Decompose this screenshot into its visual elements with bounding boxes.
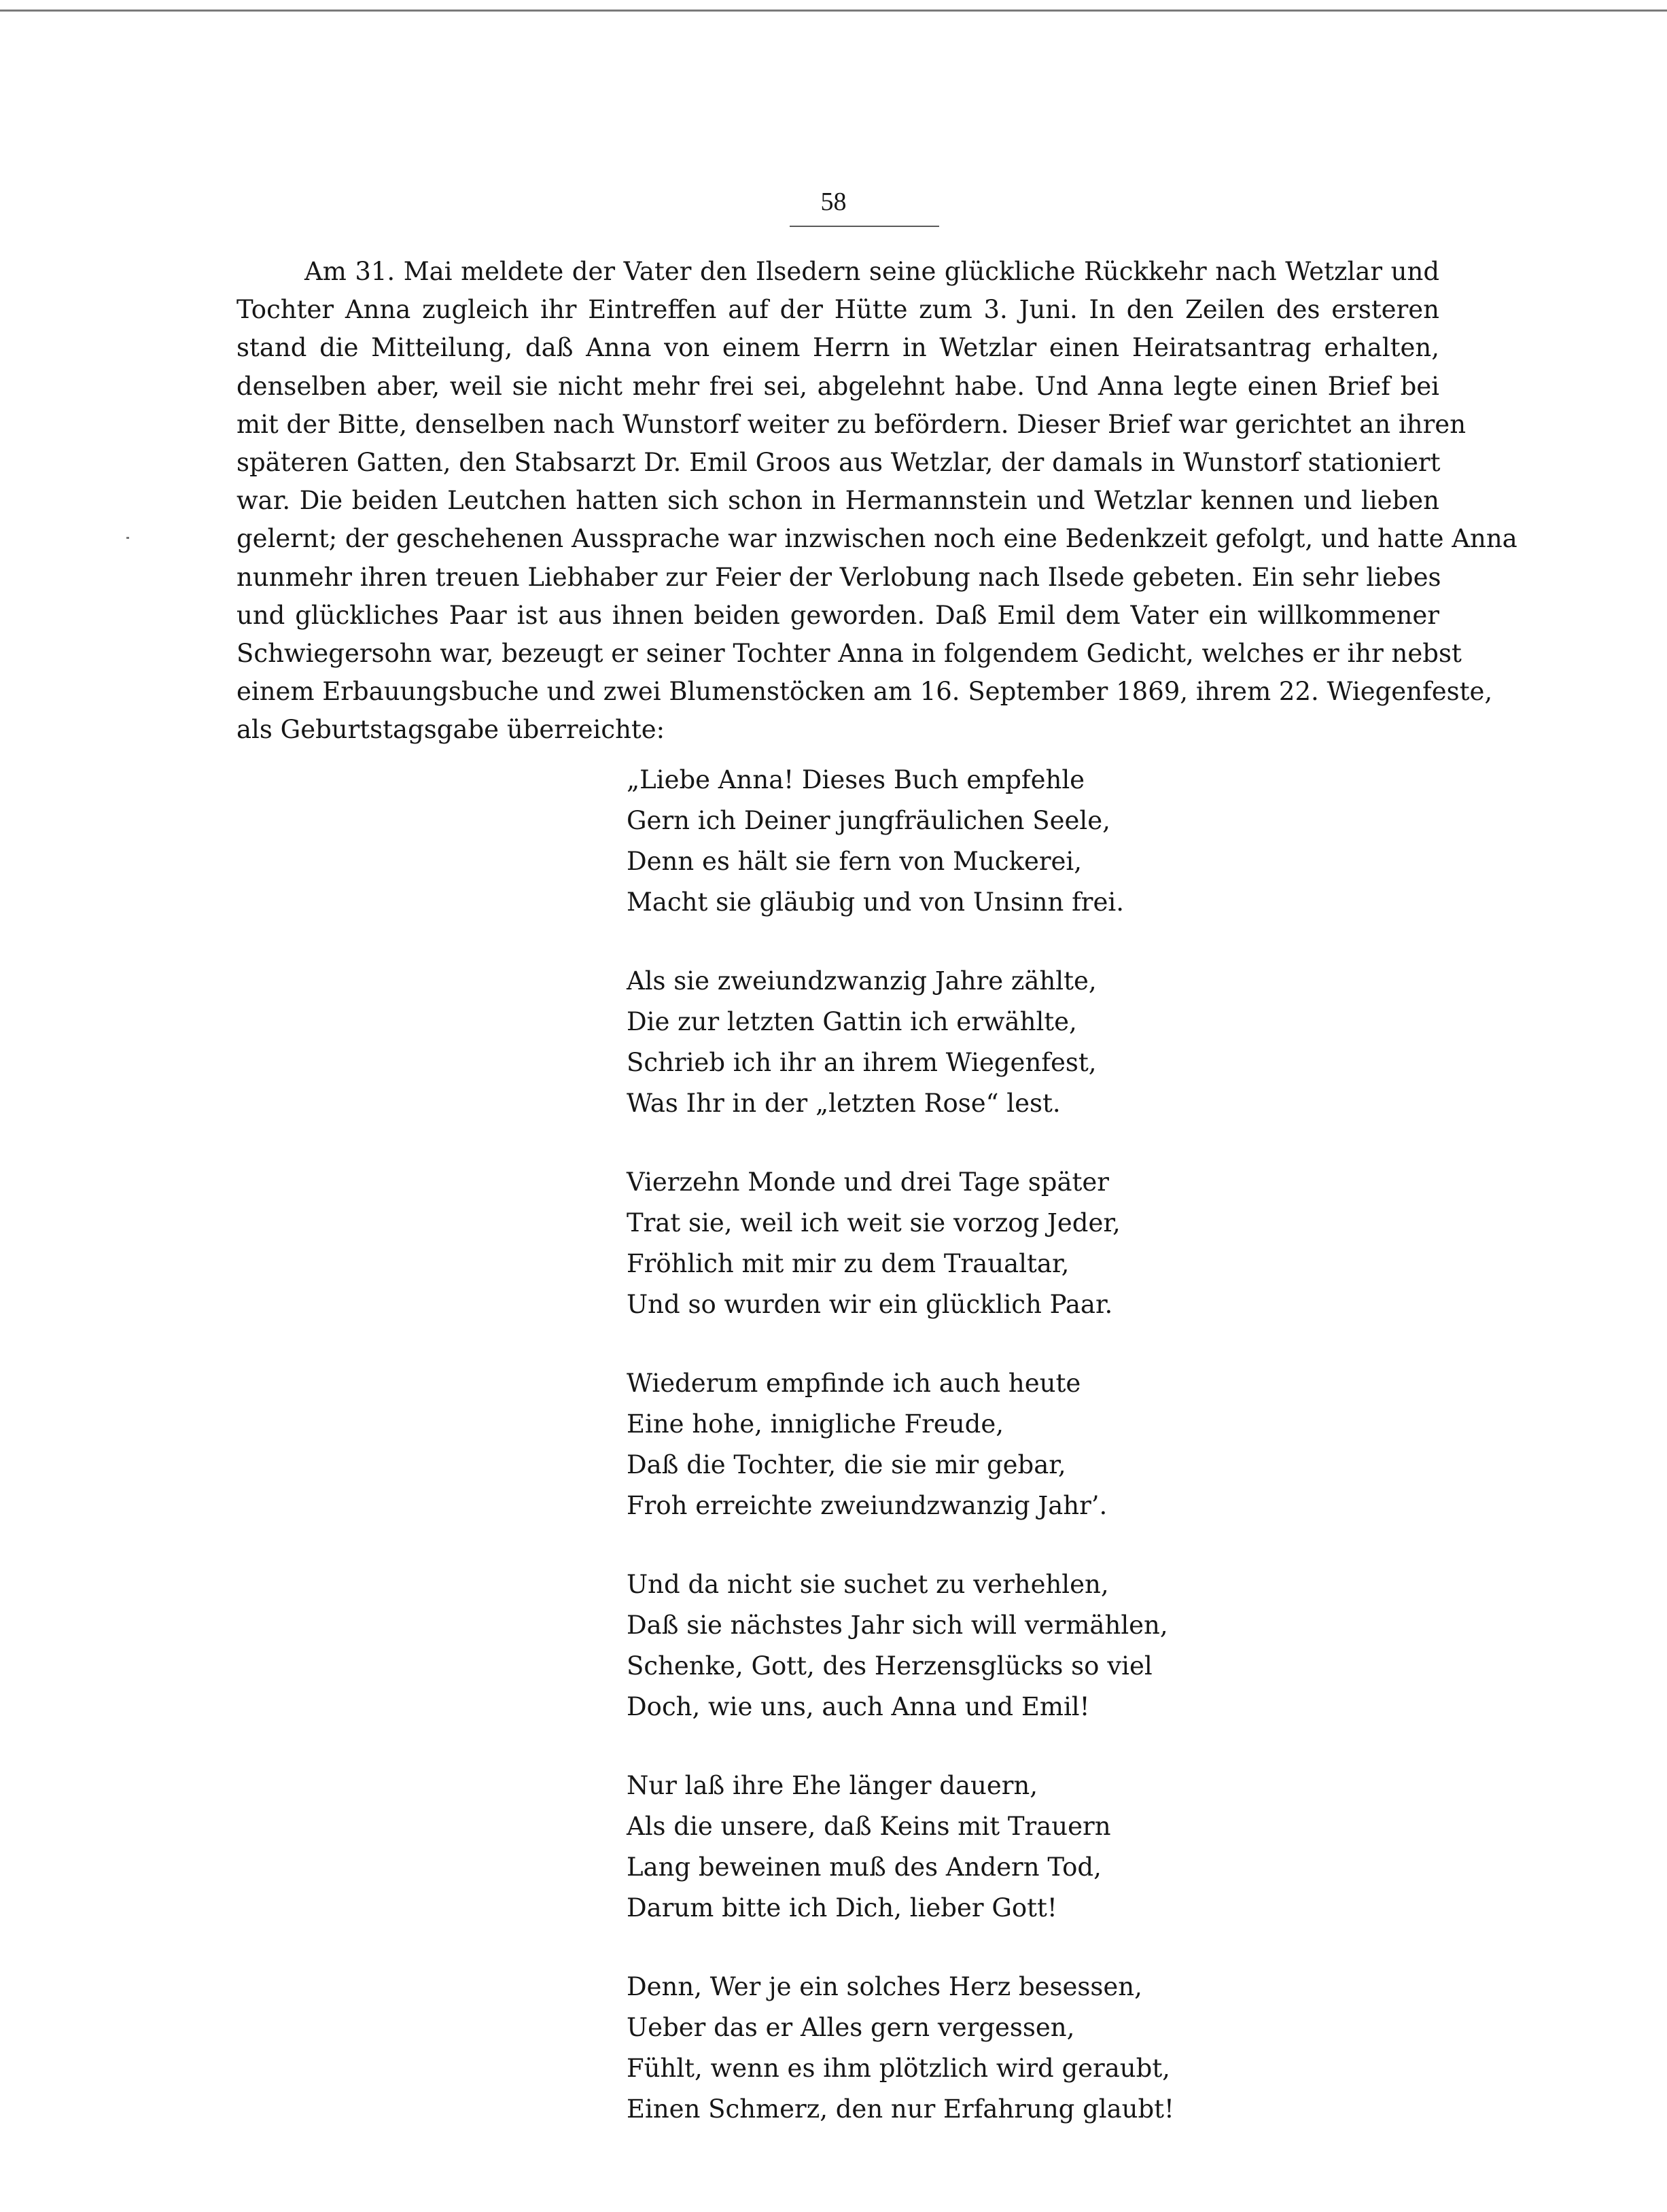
- poem-verse: Fröhlich mit mir zu dem Traualtar,: [627, 1249, 1070, 1278]
- poem-verse: Und da nicht sie suchet zu verhehlen,: [627, 1570, 1109, 1599]
- paragraph-line: denselben aber, weil sie nicht mehr frei sei, abgelehnt habe. Und Anna legte einen Brief bei: [236, 371, 1439, 401]
- body-paragraph: [236, 253, 1517, 749]
- poem-verse: „Liebe Anna! Dieses Buch empfehle: [627, 765, 1085, 794]
- poem-verse: Vierzehn Monde und drei Tage später: [627, 1168, 1109, 1197]
- paragraph-line: und glückliches Paar ist aus ihnen beiden geworden. Daß Emil dem Vater ein willkommener: [236, 600, 1439, 630]
- poem-verse: Doch, wie uns, auch Anna und Emil!: [627, 1692, 1090, 1721]
- paragraph-line: Am 31. Mai meldete der Vater den Ilsedern seine glückliche Rückkehr nach Wetzlar und: [304, 257, 1439, 286]
- paragraph-line: mit der Bitte, denselben nach Wunstorf weiter zu befördern. Dieser Brief war gerichtet an ihren: [236, 409, 1467, 439]
- poem-stanza: [627, 760, 1510, 923]
- poem-stanza: [627, 1564, 1510, 1727]
- top-edge-rule: [0, 10, 1667, 12]
- poem-verse: Darum bitte ich Dich, lieber Gott!: [627, 1893, 1057, 1923]
- scan-speck: [126, 537, 129, 539]
- poem-verse: Wiederum empfinde ich auch heute: [627, 1369, 1081, 1398]
- paragraph-line: war. Die beiden Leutchen hatten sich schon in Hermannstein und Wetzlar kennen und lieben: [236, 486, 1439, 516]
- page-number-rule: [790, 226, 939, 227]
- paragraph-line: stand die Mitteilung, daß Anna von einem Herrn in Wetzlar einen Heiratsantrag erhalten,: [236, 333, 1439, 363]
- poem-stanza: [627, 1766, 1510, 1929]
- paragraph-line: als Geburtstagsgabe überreichte:: [236, 715, 665, 745]
- poem-verse: Lang beweinen muß des Andern Tod,: [627, 1853, 1102, 1882]
- poem-verse: Und so wurden wir ein glücklich Paar.: [627, 1290, 1113, 1319]
- poem-verse: Trat sie, weil ich weit sie vorzog Jeder,: [627, 1208, 1121, 1237]
- paragraph-line: späteren Gatten, den Stabsarzt Dr. Emil Groos aus Wetzlar, der damals in Wunstorf stationiert: [236, 447, 1441, 477]
- paragraph-line: einem Erbauungsbuche und zwei Blumenstöcken am 16. September 1869, ihrem 22. Wiegenfeste,: [236, 677, 1493, 707]
- poem-verse: Einen Schmerz, den nur Erfahrung glaubt!: [627, 2094, 1174, 2124]
- poem-verse: Macht sie gläubig und von Unsinn frei.: [627, 888, 1124, 917]
- poem-stanza: [627, 1967, 1510, 2130]
- poem-verse: Daß sie nächstes Jahr sich will vermählen,: [627, 1611, 1168, 1640]
- poem-verse: Die zur letzten Gattin ich erwählte,: [627, 1007, 1077, 1036]
- poem-verse: Gern ich Deiner jungfräulichen Seele,: [627, 806, 1110, 835]
- poem-stanza: [627, 1162, 1510, 1325]
- poem-stanza: [627, 1363, 1510, 1526]
- poem-verse: Daß die Tochter, die sie mir gebar,: [627, 1450, 1066, 1479]
- page-number: 58: [820, 188, 847, 216]
- poem-verse: Froh erreichte zweiundzwanzig Jahr’.: [627, 1491, 1108, 1520]
- poem-verse: Schrieb ich ihr an ihrem Wiegenfest,: [627, 1048, 1097, 1077]
- poem: [627, 760, 1510, 2168]
- poem-verse: Als die unsere, daß Keins mit Trauern: [627, 1812, 1111, 1841]
- poem-verse: Denn, Wer je ein solches Herz besessen,: [627, 1972, 1142, 2001]
- paragraph-line: nunmehr ihren treuen Liebhaber zur Feier der Verlobung nach Ilsede gebeten. Ein sehr liebes: [236, 562, 1441, 592]
- poem-verse: Schenke, Gott, des Herzensglücks so viel: [627, 1651, 1153, 1681]
- poem-verse: Nur laß ihre Ehe länger dauern,: [627, 1771, 1038, 1800]
- poem-verse: Als sie zweiundzwanzig Jahre zählte,: [627, 966, 1097, 996]
- poem-verse: Was Ihr in der „letzten Rose“ lest.: [627, 1089, 1061, 1118]
- poem-verse: Eine hohe, innigliche Freude,: [627, 1409, 1004, 1439]
- paragraph-line: Schwiegersohn war, bezeugt er seiner Tochter Anna in folgendem Gedicht, welches er ihr nebst: [236, 638, 1462, 668]
- poem-stanza: [627, 961, 1510, 1124]
- poem-verse: Denn es hält sie fern von Muckerei,: [627, 847, 1083, 876]
- paragraph-line: Tochter Anna zugleich ihr Eintreffen auf der Hütte zum 3. Juni. In den Zeilen des ersteren: [236, 295, 1439, 325]
- poem-verse: Ueber das er Alles gern vergessen,: [627, 2013, 1075, 2042]
- paragraph-line: gelernt; der geschehenen Aussprache war inzwischen noch eine Bedenkzeit gefolgt, und hatte Anna: [236, 524, 1517, 554]
- poem-verse: Fühlt, wenn es ihm plötzlich wird geraubt,: [627, 2054, 1170, 2083]
